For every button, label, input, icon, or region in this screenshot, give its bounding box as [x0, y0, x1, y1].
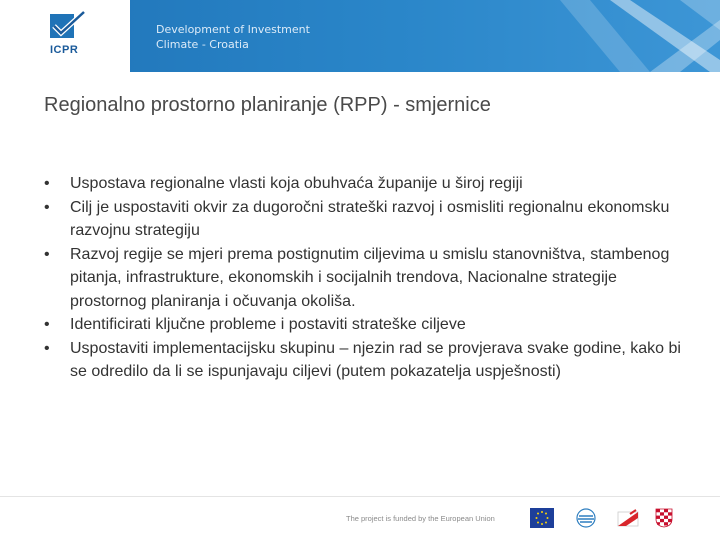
slide-title: Regionalno prostorno planiranje (RPP) - smjernice — [44, 94, 491, 116]
bullet-list — [44, 172, 684, 384]
checkmark-logo-icon — [50, 10, 90, 42]
bullet-marker: • — [44, 245, 50, 263]
bullet-item — [44, 243, 684, 314]
bullet-marker: • — [44, 198, 50, 216]
logo-area — [0, 0, 130, 72]
funding-notice: The project is funded by the European Union — [346, 514, 495, 523]
bullet-text: Uspostava regionalne vlasti koja obuhvaća županije u široj regiji — [70, 175, 523, 192]
header-decoration — [560, 0, 720, 72]
tagline-line-2: Climate - Croatia — [156, 38, 249, 51]
logo-text: ICPR — [50, 44, 79, 56]
bullet-marker: • — [44, 175, 50, 192]
header-tagline — [156, 22, 310, 52]
bullet-item — [44, 337, 684, 384]
bullet-marker: • — [44, 316, 50, 333]
bullet-marker: • — [44, 339, 50, 357]
partner-flag-icon — [616, 508, 640, 528]
eu-flag-icon — [530, 508, 554, 528]
croatia-coat-of-arms-icon — [652, 508, 676, 528]
partner-logo-icon — [574, 508, 598, 528]
tagline-line-1: Development of Investment — [156, 23, 310, 36]
bullet-item — [44, 196, 684, 243]
bullet-item — [44, 313, 684, 337]
bullet-item — [44, 172, 684, 196]
header-banner — [0, 0, 720, 72]
bullet-text: Razvoj regije se mjeri prema postignutim ciljevima u smislu stanovništva, stambenog pitanja, infrastrukture, ekonomskih i socijalnih trendova, Nacionalne strategije prostornog planiranja i očuvanja okoliša. — [70, 245, 670, 310]
bullet-text: Identificirati ključne probleme i postaviti strateške ciljeve — [70, 316, 466, 333]
footer-divider — [0, 496, 720, 497]
bullet-text: Uspostaviti implementacijsku skupinu – njezin rad se provjerava svake godine, kako bi se odredilo da li se ispunjavaju ciljevi (putem pokazatelja uspješnosti) — [70, 339, 681, 380]
bullet-text: Cilj je uspostaviti okvir za dugoročni strateški razvoj i osmisliti regionalnu ekonomsku razvojnu strategiju — [70, 198, 670, 239]
